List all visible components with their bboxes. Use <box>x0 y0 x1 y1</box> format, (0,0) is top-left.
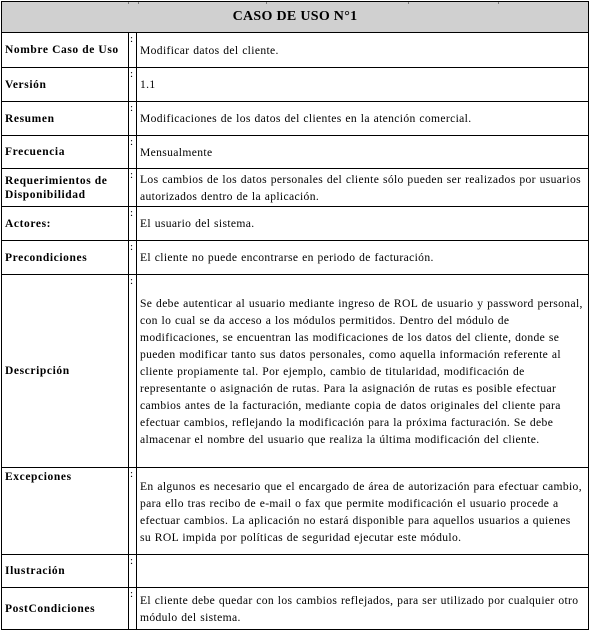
row-value: El cliente no puede encontrarse en periodo de facturación. <box>137 241 589 275</box>
row-version <box>2 68 589 102</box>
colon-separator: : <box>129 68 137 102</box>
colon-separator: : <box>129 33 137 68</box>
row-label: Nombre Caso de Uso <box>2 33 129 68</box>
row-label: Frecuencia <box>2 136 129 169</box>
header-column-tick <box>128 2 129 4</box>
row-value: El usuario del sistema. <box>137 207 589 241</box>
row-actores <box>2 207 589 241</box>
document-title: CASO DE USO N°1 <box>232 9 358 24</box>
colon-separator: : <box>129 207 137 241</box>
row-label: Ilustración <box>2 555 129 588</box>
row-label: Precondiciones <box>2 241 129 275</box>
row-requerimientos <box>2 169 589 207</box>
colon-separator: : <box>129 169 137 207</box>
row-label: Versión <box>2 68 129 102</box>
row-label: Descripción <box>2 275 129 468</box>
colon-separator: : <box>129 468 137 555</box>
row-value: El cliente debe quedar con los cambios reflejados, para ser utilizado por cualquier otro módulo del sistema. <box>137 588 589 630</box>
row-label: Resumen <box>2 102 129 136</box>
colon-separator: : <box>129 102 137 136</box>
row-frecuencia <box>2 136 589 169</box>
colon-separator: : <box>129 241 137 275</box>
row-label: Excepciones <box>2 468 129 555</box>
row-descripcion <box>2 275 589 468</box>
row-label: Actores: <box>2 207 129 241</box>
row-precondiciones <box>2 241 589 275</box>
row-ilustracion <box>2 555 589 588</box>
row-label: PostCondiciones <box>2 588 129 630</box>
row-resumen <box>2 102 589 136</box>
row-value: Modificar datos del cliente. <box>137 33 589 68</box>
title-row <box>2 2 589 33</box>
row-postcondiciones <box>2 588 589 630</box>
colon-separator: : <box>129 588 137 630</box>
row-value: 1.1 <box>137 68 589 102</box>
header-column-tick <box>498 2 499 4</box>
header-column-tick <box>266 2 267 4</box>
row-value: Los cambios de los datos personales del cliente sólo pueden ser realizados por usuarios autorizados dentro de la aplicación. <box>137 169 589 207</box>
colon-separator: : <box>129 555 137 588</box>
use-case-table <box>1 1 589 630</box>
row-value: Se debe autenticar al usuario mediante ingreso de ROL de usuario y password personal, con lo cual se da acceso a los módulos permitidos. Dentro del módulo de modificaciones, se encuentran las modificaciones de los datos del cliente, donde se pueden modificar tanto sus datos personales, como aquella información referente al cliente propiamente tal. Por ejemplo, cambio de titularidad, modificación de representante o asignación de rutas. Para la asignación de rutas es posible efectuar cambios antes de la facturación, mediante copia de datos originales del cliente para efectuar cambios, reflejando la modificación para la próxima facturación. Se debe almacenar el nombre del usuario que realiza la última modificación del cliente. <box>137 275 589 468</box>
row-label: Requerimientos de Disponibilidad <box>2 169 129 207</box>
colon-separator: : <box>129 136 137 169</box>
row-value: Mensualmente <box>137 136 589 169</box>
header-column-tick <box>408 2 409 4</box>
row-value: En algunos es necesario que el encargado de área de autorización para efectuar cambio, para ello tras recibo de e-mail o fax que permite modificación el usuario procede a efectuar cambios. La aplicación no estará disponible para aquellos usuarios a quienes su ROL impida por políticas de seguridad ejecutar este módulo. <box>137 468 589 555</box>
header-column-tick <box>138 2 139 4</box>
row-excepciones <box>2 468 589 555</box>
colon-separator: : <box>129 275 137 468</box>
row-nombre-caso <box>2 33 589 68</box>
row-value <box>137 555 589 588</box>
title-cell <box>2 2 589 33</box>
row-value: Modificaciones de los datos del clientes en la atención comercial. <box>137 102 589 136</box>
